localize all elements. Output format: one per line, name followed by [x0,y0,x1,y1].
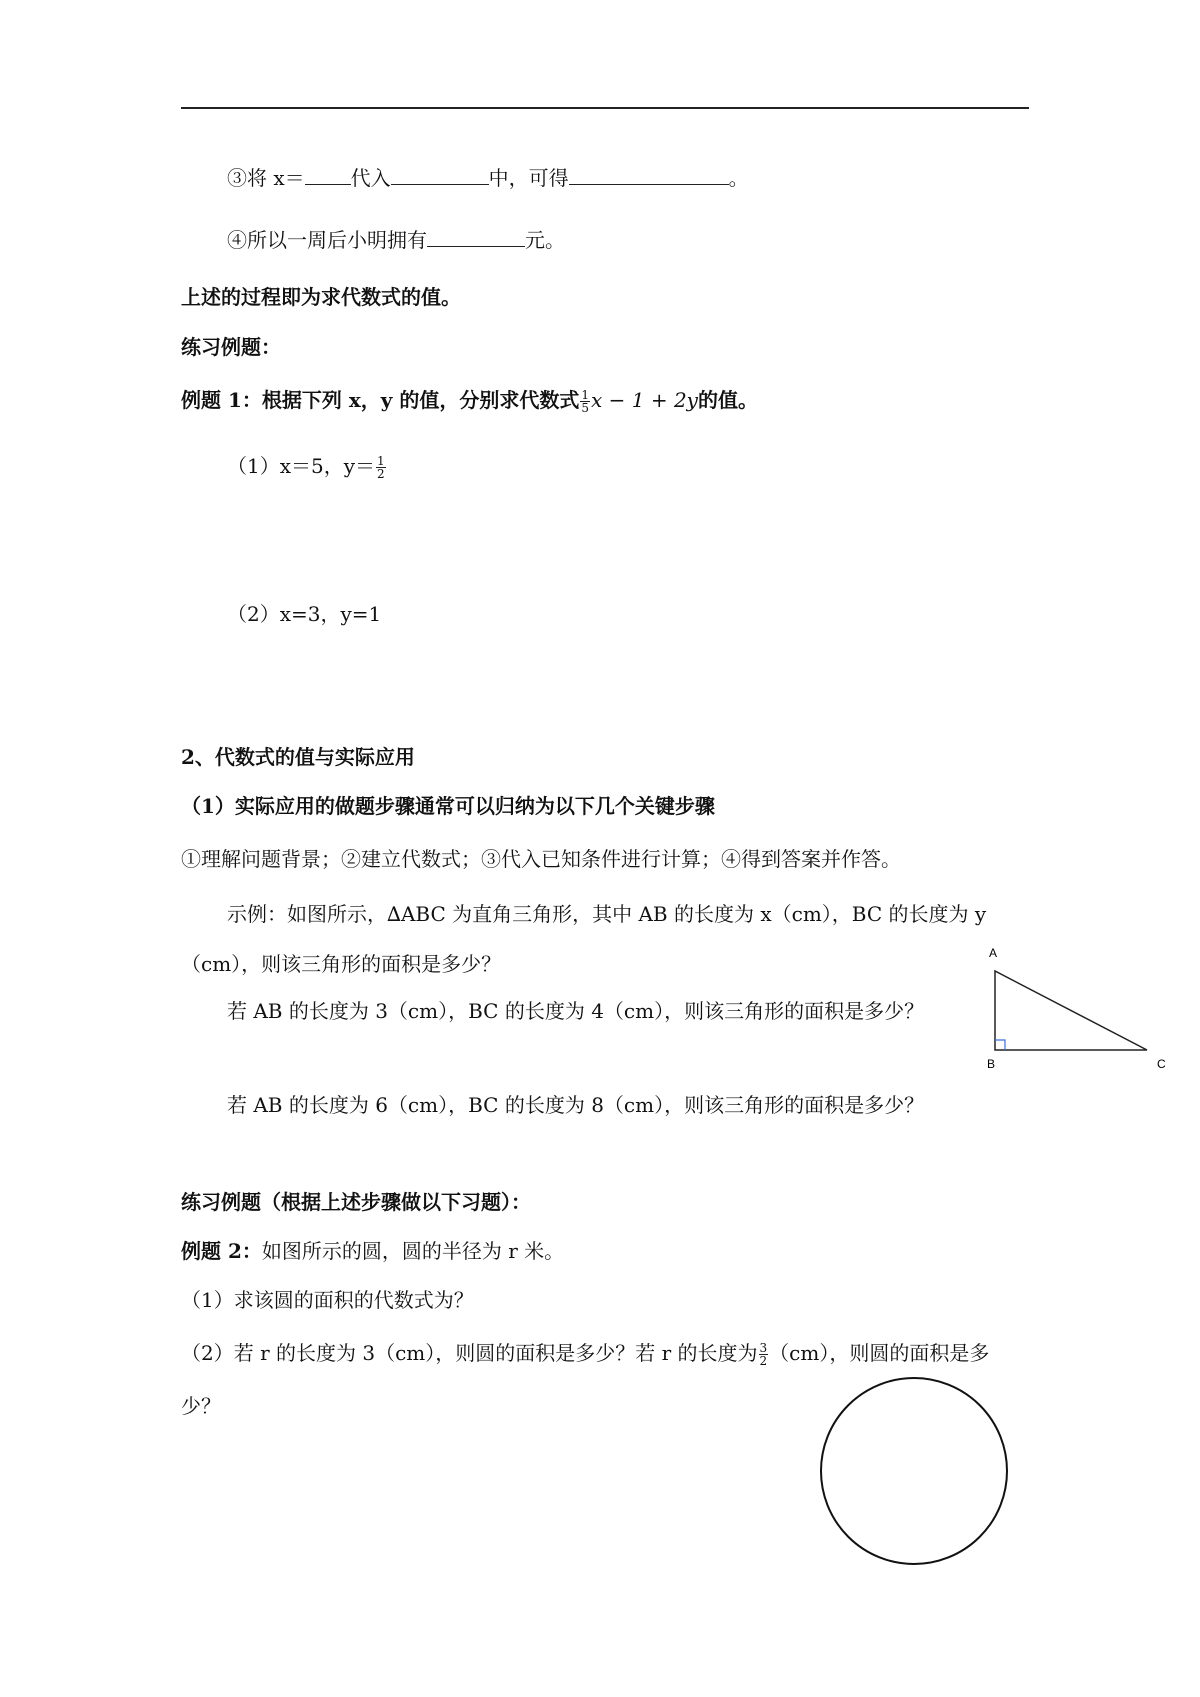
sample-line-1: 示例：如图所示，∆ABC 为直角三角形，其中 AB 的长度为 x（cm），BC 的长度为 y [227,902,987,926]
header-rule [181,107,1029,109]
example-1-question-2: （2）x=3，y=1 [227,602,382,626]
example-1-suffix: 的值。 [697,388,758,412]
sample-question-1: 若 AB 的长度为 3（cm），BC 的长度为 4（cm），则该三角形的面积是多少？ [227,999,925,1023]
vertex-label-b: B [987,1057,996,1071]
triangle-shape [995,971,1147,1050]
practice-2-heading: 练习例题（根据上述步骤做以下习题）： [181,1190,531,1214]
blank-money[interactable] [427,226,525,247]
example-2-question-2 [181,1339,989,1367]
example-1-prefix: 例题 1：根据下列 x，y 的值，分别求代数式 [181,388,580,412]
example-2-label: 例题 2： [181,1239,262,1263]
blank-x-value[interactable] [305,164,351,185]
sample-question-2: 若 AB 的长度为 6（cm），BC 的长度为 8（cm），则该三角形的面积是多少？ [227,1093,925,1117]
practice-1-heading: 练习例题： [181,335,281,359]
step-4-end: 元。 [525,228,565,252]
example-2-q2-fraction: $\frac{3}{2}$ [759,1341,768,1368]
subsection-1-heading: （1）实际应用的做题步骤通常可以归纳为以下几个关键步骤 [181,794,715,818]
step-4-line [227,226,565,254]
example-1-q1-text: （1）x＝5，y＝ [227,454,376,478]
example-1-line [181,386,758,414]
step-4-pre: 所以一周后小明拥有 [247,228,427,252]
example-1-question-1 [227,452,387,480]
step-3-pre: 将 x＝ [247,166,305,190]
step-3-end: 。 [728,166,749,190]
summary-text: 上述的过程即为求代数式的值。 [181,285,461,309]
circle-figure [820,1377,1010,1567]
vertex-label-c: C [1157,1057,1166,1071]
example-2-q2-pre: （2）若 r 的长度为 3（cm），则圆的面积是多少？若 r 的长度为 [181,1341,758,1365]
example-1-expression: x − 1 + 2y [591,388,698,412]
step-3-line [227,164,749,192]
right-angle-marker [995,1040,1005,1050]
example-2-text: 如图所示的圆，圆的半径为 r 米。 [261,1239,565,1263]
circle-shape [821,1378,1007,1564]
example-2-question-1: （1）求该圆的面积的代数式为？ [181,1288,474,1312]
blank-result[interactable] [569,164,729,185]
example-2-q2-post: （cm），则圆的面积是多 [769,1341,990,1365]
step-4-marker: ④ [227,228,247,252]
example-2-line [181,1237,564,1265]
example-1-fraction: $\frac{1}{5}$ [581,388,589,415]
vertex-label-a: A [989,946,998,960]
step-3-mid2: 中，可得 [488,166,569,190]
steps-line: ①理解问题背景；②建立代数式；③代入已知条件进行计算；④得到答案并作答。 [181,847,901,871]
example-2-question-2-continued: 少？ [181,1394,221,1418]
step-3-mid1: 代入 [350,166,391,190]
blank-expression[interactable] [391,164,489,185]
right-triangle-figure [975,940,1175,1080]
sample-line-2: （cm），则该三角形的面积是多少？ [181,952,502,976]
example-1-q1-fraction: $\frac{1}{2}$ [377,454,385,481]
section-2-heading: 2、代数式的值与实际应用 [181,745,415,769]
step-3-marker: ③ [227,166,247,190]
